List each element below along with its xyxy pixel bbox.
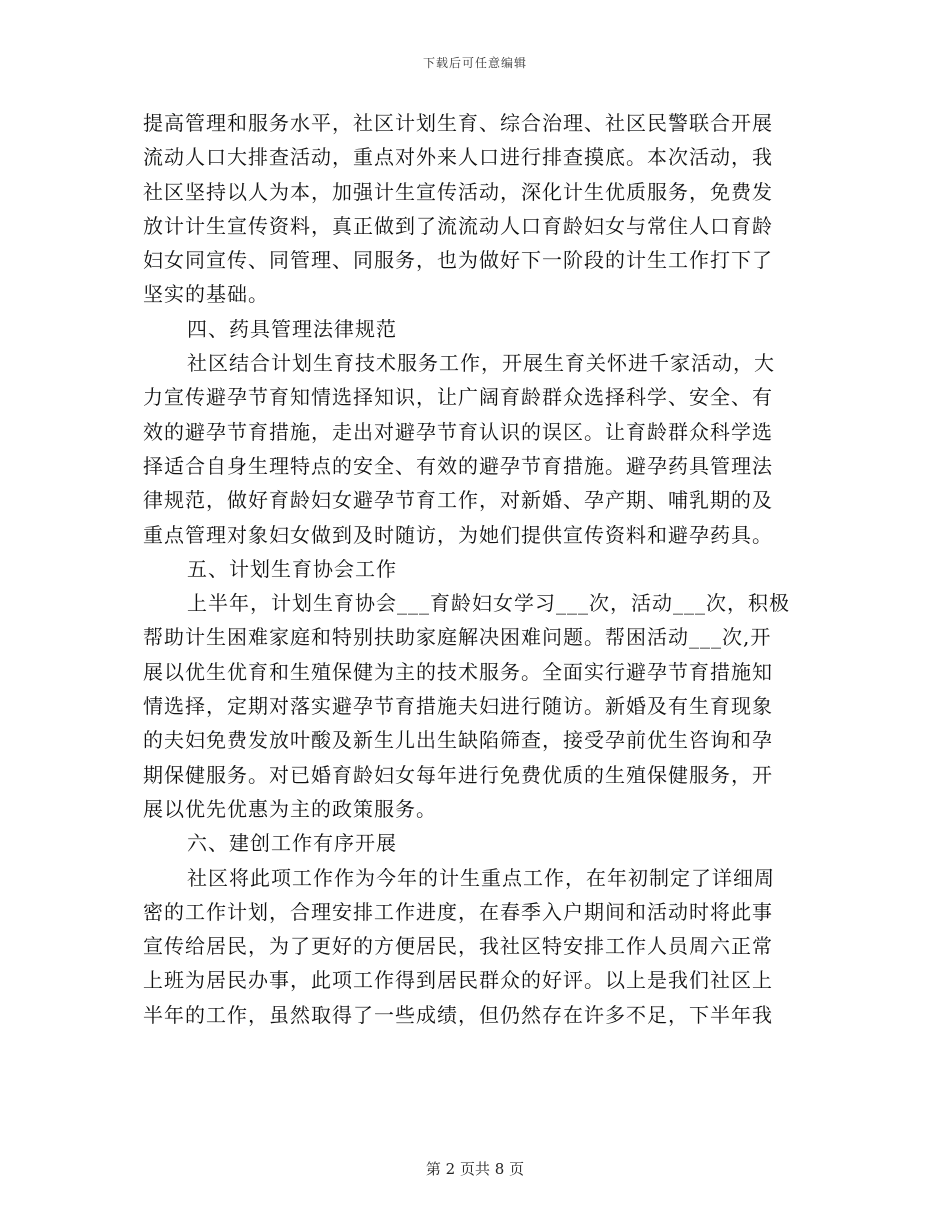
text-line: 帮助计生困难家庭和特别扶助家庭解决困难问题。帮困活动___次,开 (143, 625, 772, 650)
paragraph-first-line: 上半年，计划生育协会___育龄妇女学习___次，活动___次，积极 (187, 591, 790, 616)
text-line: 密的工作计划，合理安排工作进度，在春季入户期间和活动时将此事 (143, 899, 773, 924)
section-heading: 四、药具管理法律规范 (187, 316, 397, 341)
page-header: 下载后可任意编辑 (422, 56, 527, 70)
text-line: 妇女同宣传、同管理、同服务，也为做好下一阶段的计生工作打下了 (143, 248, 773, 273)
text-line: 展以优生优育和生殖保健为主的技术服务。全面实行避孕节育措施知 (143, 659, 773, 684)
page-footer: 第 2 页共 8 页 (425, 1160, 525, 1178)
text-line: 半年的工作，虽然取得了一些成绩，但仍然存在许多不足，下半年我 (143, 1002, 773, 1027)
text-line: 情选择，定期对落实避孕节育措施夫妇进行随访。新婚及有生育现象 (143, 694, 773, 719)
text-line: 的夫妇免费发放叶酸及新生儿出生缺陷筛查，接受孕前优生咨询和孕 (143, 728, 773, 753)
text-line: 流动人口大排查活动，重点对外来人口进行排查摸底。本次活动，我 (143, 145, 773, 170)
text-line: 社区坚持以人为本，加强计生宣传活动，深化计生优质服务，免费发 (143, 179, 773, 204)
text-line: 坚实的基础。 (143, 282, 269, 307)
text-line: 上班为居民办事，此项工作得到居民群众的好评。以上是我们社区上 (143, 968, 773, 993)
text-line: 效的避孕节育措施，走出对避孕节育认识的误区。让育龄群众科学选 (143, 419, 773, 444)
document-body (143, 106, 807, 1032)
text-line: 放计计生宣传资料，真正做到了流流动人口育龄妇女与常住人口育龄 (143, 213, 773, 238)
text-line: 择适合自身生理特点的安全、有效的避孕节育措施。避孕药具管理法 (143, 453, 773, 478)
paragraph-first-line: 社区结合计划生育技术服务工作，开展生育关怀进千家活动，大 (187, 351, 775, 376)
section-heading: 六、建创工作有序开展 (187, 831, 397, 856)
text-line: 宣传给居民，为了更好的方便居民，我社区特安排工作人员周六正常 (143, 934, 773, 959)
text-line: 律规范，做好育龄妇女避孕节育工作，对新婚、孕产期、哺乳期的及 (143, 488, 773, 513)
text-line: 重点管理对象妇女做到及时随访，为她们提供宣传资料和避孕药具。 (143, 522, 773, 547)
text-line: 展以优先优惠为主的政策服务。 (143, 796, 437, 821)
paragraph-first-line: 社区将此项工作作为今年的计生重点工作，在年初制定了详细周 (187, 865, 775, 890)
text-line: 提高管理和服务水平，社区计划生育、综合治理、社区民警联合开展 (143, 111, 773, 135)
text-line: 力宣传避孕节育知情选择知识，让广阔育龄群众选择科学、安全、有 (143, 385, 773, 410)
text-line: 期保健服务。对已婚育龄妇女每年进行免费优质的生殖保健服务，开 (143, 762, 773, 787)
section-heading: 五、计划生育协会工作 (187, 556, 397, 581)
